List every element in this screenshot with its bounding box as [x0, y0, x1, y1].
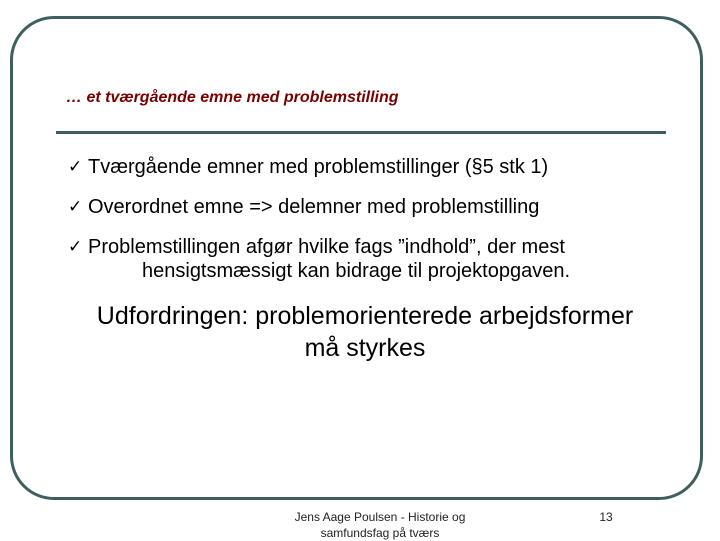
- challenge-statement: [40, 300, 690, 364]
- bullet-text-continuation: hensigtsmæssigt kan bidrage til projektopgaven.: [142, 260, 571, 282]
- bullet-list: [68, 155, 668, 299]
- bullet-text: Overordnet emne => delemner med problemstilling: [88, 196, 540, 218]
- checkmark-icon: ✓: [68, 157, 83, 177]
- title-divider: [56, 131, 666, 134]
- bullet-item: [68, 195, 668, 219]
- footer-author: [265, 509, 495, 541]
- bullet-text: Tværgående emner med problemstillinger (§5 stk 1): [88, 156, 549, 178]
- bullet-item: [68, 235, 668, 283]
- footer-author-line-1: Jens Aage Poulsen - Historie og: [294, 510, 466, 524]
- bullet-item: [68, 155, 668, 179]
- challenge-line-2: må styrkes: [304, 334, 426, 362]
- slide-title: … et tværgående emne med problemstilling: [66, 89, 399, 106]
- checkmark-icon: ✓: [68, 197, 83, 217]
- checkmark-icon: ✓: [68, 237, 83, 257]
- footer-author-line-2: samfundsfag på tværs: [320, 526, 440, 540]
- challenge-line-1: Udfordringen: problemorienterede arbejdsformer: [96, 302, 634, 330]
- bullet-text: Problemstillingen afgør hvilke fags ”indhold”, der mest: [88, 236, 565, 258]
- page-number: 13: [599, 510, 613, 524]
